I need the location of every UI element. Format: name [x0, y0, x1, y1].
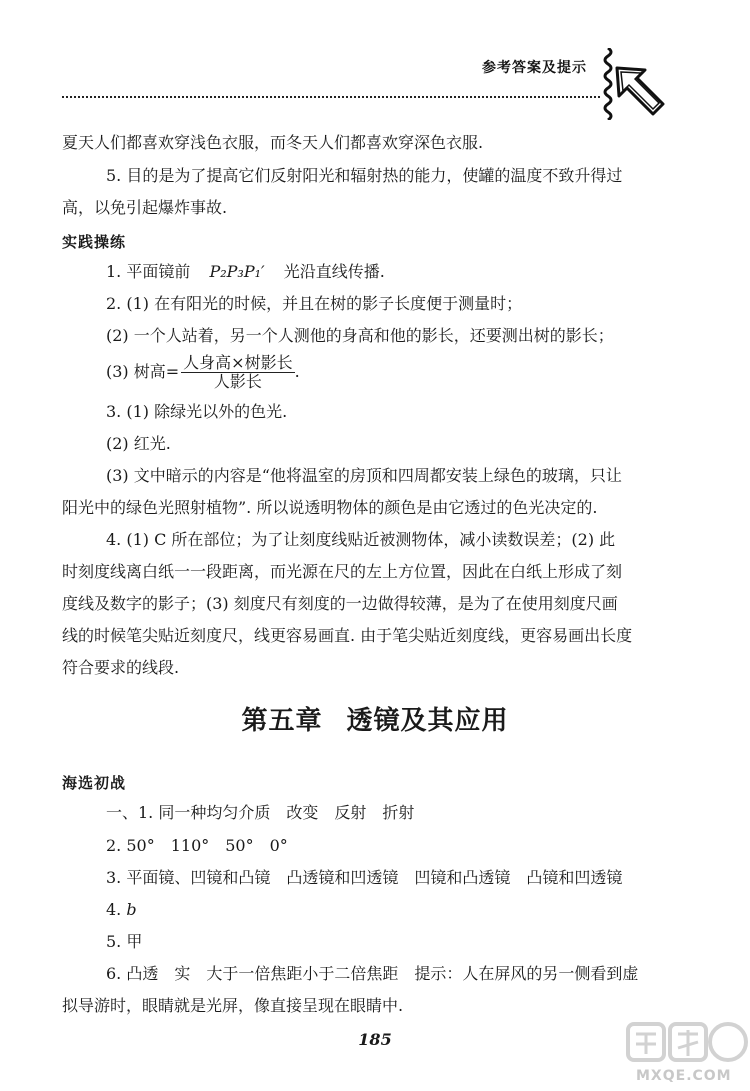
text-line: 3. 平面镜、凹镜和凸镜 凸透镜和凹透镜 凹镜和凸透镜 凸镜和凹透镜: [106, 868, 623, 887]
text-line: 拟导游时，眼睛就是光屏，像直接呈现在眼睛中.: [62, 996, 404, 1015]
formula: P₂P₃P₁′: [209, 262, 265, 281]
fraction-prefix: (3) 树高=: [106, 362, 180, 381]
text-line: 线的时候笔尖贴近刻度尺，线更容易画直. 由于笔尖贴近刻度线，更容易画出长度: [62, 626, 633, 645]
text-line: 高，以免引起爆炸事故.: [62, 198, 228, 217]
text-line: 度线及数字的影子；(3) 刻度尺有刻度的一边做得较薄，是为了在使用刻度尺画: [62, 594, 618, 613]
text-line: 符合要求的线段.: [62, 658, 180, 677]
text-line: 阳光中的绿色光照射植物”. 所以说透明物体的颜色是由它透过的色光决定的.: [62, 498, 598, 517]
text-line: 2. (1) 在有阳光的时候，并且在树的影子长度便于测量时；: [106, 294, 523, 313]
chapter-name: 透镜及其应用: [346, 706, 509, 736]
text-line: (2) 一个人站着，另一个人测他的身高和他的影长，还要测出树的影长；: [106, 326, 614, 345]
page-number: 185: [358, 1030, 392, 1049]
answer-prefix: 1. 平面镜前: [106, 262, 191, 281]
header-dotted-divider: [62, 96, 600, 98]
fraction-denominator: 人影长: [213, 372, 262, 391]
wavy-edge-decoration: [601, 48, 615, 120]
running-header-title: 参考答案及提示: [482, 60, 587, 76]
fraction-end: .: [294, 362, 300, 381]
text-line: 4. (1) C 所在部位；为了让刻度线贴近被测物体，减小读数误差；(2) 此: [106, 530, 616, 549]
answer-suffix: 光沿直线传播.: [283, 262, 385, 281]
text-line: 夏天人们都喜欢穿浅色衣服，而冬天人们都喜欢穿深色衣服.: [62, 133, 484, 152]
text-line-fraction: [106, 352, 300, 392]
chapter-title: [0, 700, 750, 737]
fraction: [181, 354, 294, 391]
text-line: 时刻度线离白纸一一段距离，而光源在尺的左上方位置，因此在白纸上形成了刻: [62, 562, 623, 581]
arrow-icon: [615, 64, 665, 118]
answer-value: b: [126, 900, 137, 919]
text-line: 6. 凸透 实 大于一倍焦距小于二倍焦距 提示：人在屏风的另一侧看到虚: [106, 964, 639, 983]
text-line: 3. (1) 除绿光以外的色光.: [106, 402, 288, 421]
fraction-numerator: 人身高×树影长: [183, 353, 293, 372]
text-line: 2. 50° 110° 50° 0°: [106, 836, 288, 855]
text-line: 5. 目的是为了提高它们反射阳光和辐射热的能力，使罐的温度不致升得过: [106, 166, 623, 185]
text-line: (2) 红光.: [106, 434, 171, 453]
section-heading-warmup: 海选初战: [62, 774, 127, 792]
answer-number: 4.: [106, 900, 122, 919]
watermark-text: MXQE.COM: [636, 1068, 732, 1084]
text-line: 一、1. 同一种均匀介质 改变 反射 折射: [106, 803, 415, 822]
chapter-number: 第五章: [241, 706, 323, 736]
text-line: [106, 262, 385, 282]
section-heading-practice: 实践操练: [62, 233, 127, 251]
text-line: (3) 文中暗示的内容是“他将温室的房顶和四周都安装上绿色的玻璃，只让: [106, 466, 622, 485]
text-line: 5. 甲: [106, 932, 143, 951]
text-line: [106, 900, 137, 920]
